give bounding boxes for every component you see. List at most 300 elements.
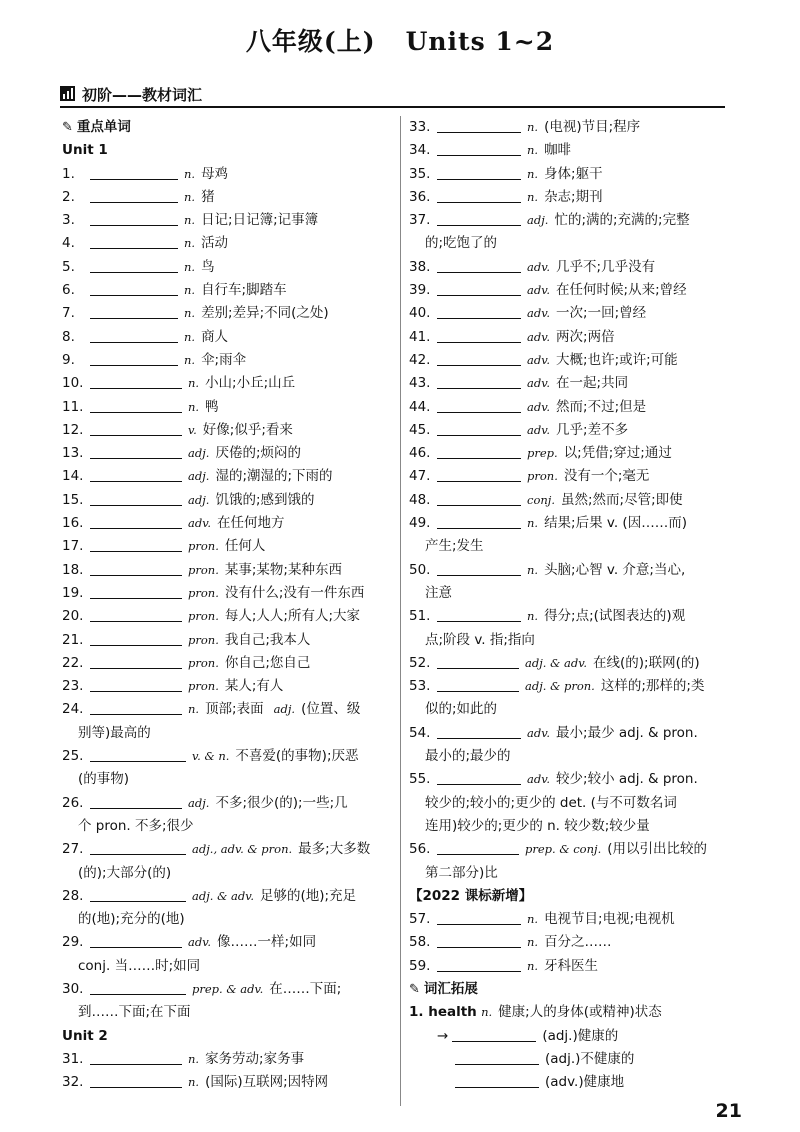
definition: 湿的;潮湿的;下雨的 bbox=[215, 468, 333, 485]
part-of-speech: adv. bbox=[527, 352, 551, 367]
part-of-speech: conj. bbox=[527, 492, 555, 507]
answer-blank[interactable] bbox=[437, 258, 521, 273]
item-number: 32. bbox=[62, 1074, 84, 1091]
item-number: 41. bbox=[409, 328, 431, 345]
vocab-item bbox=[62, 349, 392, 372]
definition: 较少;较小 adj. & pron. bbox=[556, 771, 698, 788]
part-of-speech: adj. bbox=[188, 492, 210, 507]
answer-blank[interactable] bbox=[437, 910, 521, 925]
item-number: 40. bbox=[409, 305, 431, 322]
vocab-item bbox=[409, 465, 729, 488]
vocab-item bbox=[409, 139, 729, 162]
answer-blank[interactable] bbox=[90, 351, 178, 366]
answer-blank[interactable] bbox=[90, 840, 186, 855]
answer-blank[interactable] bbox=[90, 444, 182, 459]
vocab-item bbox=[62, 698, 392, 721]
vocab-item bbox=[409, 652, 729, 675]
vocab-item bbox=[409, 931, 729, 954]
definition: 在任何时候;从来;曾经 bbox=[556, 282, 687, 299]
answer-blank[interactable] bbox=[455, 1073, 539, 1088]
vocab-item bbox=[62, 582, 392, 605]
answer-blank[interactable] bbox=[437, 654, 519, 669]
item-number: 59. bbox=[409, 957, 431, 974]
vocab-item bbox=[62, 209, 392, 232]
item-number: 36. bbox=[409, 188, 431, 205]
item-number: 57. bbox=[409, 911, 431, 928]
definition: 结果;后果 v. (因……而) bbox=[544, 515, 687, 532]
item-number: 9. bbox=[62, 351, 75, 368]
vocab-item bbox=[409, 349, 729, 372]
vocab-item bbox=[62, 1048, 392, 1071]
part-of-speech: pron. bbox=[188, 539, 219, 554]
item-number: 1. bbox=[62, 165, 75, 182]
definition: 伞;雨伞 bbox=[201, 351, 247, 368]
item-number: 16. bbox=[62, 515, 84, 532]
part-of-speech: n. bbox=[184, 352, 196, 367]
answer-blank[interactable] bbox=[437, 770, 521, 785]
answer-blank[interactable] bbox=[437, 281, 521, 296]
item-number: 19. bbox=[62, 584, 84, 601]
item-number: 18. bbox=[62, 561, 84, 578]
definition: 差别;差异;不同(之处) bbox=[201, 305, 329, 322]
definition: 家务劳动;家务事 bbox=[205, 1050, 305, 1067]
vocab-item bbox=[62, 559, 392, 582]
item-number: 24. bbox=[62, 701, 84, 718]
definition: 杂志;期刊 bbox=[544, 188, 603, 205]
answer-blank[interactable] bbox=[90, 328, 178, 343]
item-number: 50. bbox=[409, 561, 431, 578]
part-of-speech: n. bbox=[184, 166, 196, 181]
unit-1-heading: Unit 1 bbox=[62, 142, 108, 159]
part-of-speech: n. bbox=[527, 189, 539, 204]
vocab-item bbox=[409, 116, 729, 139]
answer-blank[interactable] bbox=[90, 491, 182, 506]
answer-blank[interactable] bbox=[437, 374, 521, 389]
vocab-item bbox=[62, 1071, 392, 1094]
item-number: 42. bbox=[409, 351, 431, 368]
definition-continued: conj. 当……时;如同 bbox=[78, 957, 201, 974]
subheading-expansion: ✎ 词汇拓展 bbox=[409, 978, 729, 1001]
expansion-item: (adj.)不健康的 bbox=[409, 1048, 729, 1071]
item-number: 8. bbox=[62, 328, 75, 345]
answer-blank[interactable] bbox=[437, 491, 521, 506]
part-of-speech: n. bbox=[527, 609, 539, 624]
item-number: 30. bbox=[62, 980, 84, 997]
answer-blank[interactable] bbox=[90, 537, 182, 552]
column-divider bbox=[400, 116, 401, 1106]
part-of-speech: n. bbox=[527, 516, 539, 531]
part-of-speech: adv. bbox=[527, 422, 551, 437]
part-of-speech: adj. bbox=[273, 702, 296, 717]
definition: (国际)互联网;因特网 bbox=[205, 1074, 329, 1091]
part-of-speech: adj. bbox=[527, 213, 549, 228]
part-of-speech: adj. bbox=[188, 795, 210, 810]
definition: 没有一个;毫无 bbox=[563, 468, 650, 485]
vocab-item bbox=[409, 372, 729, 395]
answer-blank[interactable] bbox=[437, 561, 521, 576]
answer-blank[interactable] bbox=[437, 607, 521, 622]
part-of-speech: pron. bbox=[188, 585, 219, 600]
definition-continued: 注意 bbox=[425, 584, 452, 601]
definition: 活动 bbox=[201, 235, 229, 252]
section-header bbox=[60, 84, 725, 108]
vocab-item bbox=[62, 931, 392, 954]
item-number: 52. bbox=[409, 654, 431, 671]
definition: 任何人 bbox=[224, 538, 266, 555]
definition: 母鸡 bbox=[201, 165, 229, 182]
vocab-item bbox=[409, 302, 729, 325]
answer-blank[interactable] bbox=[90, 677, 182, 692]
vocab-item bbox=[62, 978, 392, 1001]
part-of-speech: adj. bbox=[188, 469, 210, 484]
part-of-speech: n. bbox=[184, 283, 196, 298]
item-number: 21. bbox=[62, 631, 84, 648]
part-of-speech: adv. bbox=[527, 306, 551, 321]
item-number: 49. bbox=[409, 515, 431, 532]
definition: 最小;最少 adj. & pron. bbox=[556, 724, 698, 741]
part-of-speech: pron. bbox=[188, 562, 219, 577]
vocab-item bbox=[62, 256, 392, 279]
item-number: 35. bbox=[409, 165, 431, 182]
definition: (用以引出比较的 bbox=[607, 841, 708, 858]
item-number: 39. bbox=[409, 282, 431, 299]
vocab-item bbox=[409, 419, 729, 442]
item-number: 3. bbox=[62, 212, 75, 229]
vocab-item bbox=[409, 605, 729, 628]
definition-continued: 的;吃饱了的 bbox=[425, 235, 498, 252]
definition: 不多;很少(的);一些;几 bbox=[215, 794, 348, 811]
answer-blank[interactable] bbox=[90, 258, 178, 273]
part-of-speech: adv. bbox=[527, 772, 551, 787]
definition-continued: 别等)最高的 bbox=[78, 724, 151, 741]
vocab-item bbox=[62, 629, 392, 652]
answer-blank[interactable] bbox=[437, 467, 521, 482]
answer-blank[interactable] bbox=[437, 118, 521, 133]
part-of-speech: v. & n. bbox=[192, 749, 230, 764]
definition-continued: (的事物) bbox=[78, 771, 130, 788]
answer-blank[interactable] bbox=[437, 514, 521, 529]
vocab-item bbox=[62, 885, 392, 908]
item-number: 7. bbox=[62, 305, 75, 322]
part-of-speech: adv. bbox=[527, 376, 551, 391]
definition: (电视)节目;程序 bbox=[544, 119, 641, 135]
answer-blank[interactable] bbox=[90, 281, 178, 296]
expansion-item: → (adj.)健康的 bbox=[437, 1027, 619, 1044]
vocab-item bbox=[62, 838, 392, 861]
vocab-item bbox=[409, 163, 729, 186]
vocab-item bbox=[62, 745, 392, 768]
part-of-speech: n. bbox=[527, 562, 539, 577]
vocab-item bbox=[62, 512, 392, 535]
pencil-icon: ✎ bbox=[409, 981, 420, 997]
part-of-speech: v. bbox=[188, 422, 197, 437]
answer-blank[interactable] bbox=[437, 165, 521, 180]
answer-blank[interactable] bbox=[90, 794, 182, 809]
item-number: 54. bbox=[409, 724, 431, 741]
definition: 我自己;我本人 bbox=[224, 631, 311, 648]
part-of-speech: n. bbox=[188, 399, 200, 414]
answer-blank[interactable] bbox=[90, 374, 182, 389]
part-of-speech: adv. bbox=[188, 935, 212, 950]
definition: 足够的(地);充足 bbox=[260, 887, 357, 904]
part-of-speech: n. bbox=[527, 958, 539, 973]
part-of-speech: adj., adv. & pron. bbox=[192, 842, 293, 857]
answer-blank[interactable] bbox=[90, 234, 178, 249]
definition-continued: 产生;发生 bbox=[425, 538, 484, 555]
item-number: 15. bbox=[62, 491, 84, 508]
definition-continued: 似的;如此的 bbox=[425, 701, 498, 718]
item-number: 28. bbox=[62, 887, 84, 904]
vocab-item bbox=[62, 419, 392, 442]
definition: 顶部;表面 bbox=[205, 701, 264, 718]
vocab-item bbox=[409, 209, 729, 232]
answer-blank[interactable] bbox=[90, 700, 182, 715]
answer-blank[interactable] bbox=[437, 328, 521, 343]
definition: 身体;躯干 bbox=[544, 165, 603, 182]
item-number: 5. bbox=[62, 258, 75, 275]
answer-blank[interactable] bbox=[90, 514, 182, 529]
part-of-speech: n. bbox=[188, 1075, 200, 1090]
part-of-speech: adj. bbox=[188, 446, 210, 461]
part-of-speech: pron. bbox=[527, 469, 558, 484]
part-of-speech: pron. bbox=[188, 655, 219, 670]
item-number: 14. bbox=[62, 468, 84, 485]
item-number: 25. bbox=[62, 748, 84, 765]
vocab-item bbox=[409, 512, 729, 535]
item-number: 48. bbox=[409, 491, 431, 508]
definition: 某事;某物;某种东西 bbox=[224, 561, 342, 578]
answer-blank[interactable] bbox=[437, 444, 521, 459]
definition: 日记;日记簿;记事簿 bbox=[201, 212, 319, 229]
definition: 厌倦的;烦闷的 bbox=[215, 445, 302, 462]
part-of-speech: pron. bbox=[188, 609, 219, 624]
item-number: 34. bbox=[409, 142, 431, 159]
part-of-speech: n. bbox=[184, 213, 196, 228]
vocab-item bbox=[62, 605, 392, 628]
answer-blank[interactable] bbox=[90, 654, 182, 669]
expansion-headword: 1. health n. 健康;人的身体(或精神)状态 bbox=[409, 1004, 662, 1021]
vocab-item bbox=[62, 279, 392, 302]
part-of-speech: n. bbox=[184, 306, 196, 321]
answer-blank[interactable] bbox=[90, 211, 178, 226]
answer-blank[interactable] bbox=[90, 165, 178, 180]
definition-continued: 的(地);充分的(地) bbox=[78, 911, 185, 928]
part-of-speech: n. bbox=[527, 166, 539, 181]
vocab-item bbox=[409, 279, 729, 302]
vocab-item bbox=[62, 372, 392, 395]
definition: 鸟 bbox=[201, 258, 215, 275]
answer-blank[interactable] bbox=[90, 467, 182, 482]
answer-blank[interactable] bbox=[90, 304, 178, 319]
definition: 几乎;差不多 bbox=[556, 421, 629, 438]
definition: 在一起;共同 bbox=[556, 375, 629, 392]
definition: 好像;似乎;看来 bbox=[202, 421, 293, 438]
answer-blank[interactable] bbox=[90, 631, 182, 646]
definition: 一次;一回;曾经 bbox=[556, 305, 647, 322]
answer-blank[interactable] bbox=[437, 141, 521, 156]
answer-blank[interactable] bbox=[90, 421, 182, 436]
definition: 牙科医生 bbox=[544, 957, 599, 974]
definition-continued: 较少的;较小的;更少的 det. (与不可数名词 bbox=[425, 794, 677, 811]
answer-blank[interactable] bbox=[437, 933, 521, 948]
item-number: 58. bbox=[409, 934, 431, 951]
answer-blank[interactable] bbox=[90, 1073, 182, 1088]
part-of-speech: adv. bbox=[527, 725, 551, 740]
part-of-speech: pron. bbox=[188, 632, 219, 647]
answer-blank[interactable] bbox=[437, 677, 519, 692]
definition: 头脑;心智 v. 介意;当心, bbox=[544, 561, 686, 578]
answer-blank[interactable] bbox=[90, 747, 186, 762]
answer-blank[interactable] bbox=[90, 398, 182, 413]
vocab-item bbox=[409, 186, 729, 209]
vocab-item bbox=[62, 163, 392, 186]
part-of-speech: prep. & adv. bbox=[192, 981, 264, 996]
definition: (位置、级 bbox=[301, 701, 361, 718]
vocab-item bbox=[62, 489, 392, 512]
answer-blank[interactable] bbox=[90, 933, 182, 948]
answer-blank[interactable] bbox=[437, 351, 521, 366]
answer-blank[interactable] bbox=[437, 304, 521, 319]
part-of-speech: n. bbox=[184, 189, 196, 204]
vocab-item bbox=[409, 722, 729, 745]
item-number: 26. bbox=[62, 794, 84, 811]
answer-blank[interactable] bbox=[437, 398, 521, 413]
bar-chart-icon bbox=[60, 86, 75, 101]
item-number: 10. bbox=[62, 375, 84, 392]
vocab-item bbox=[409, 256, 729, 279]
vocab-item bbox=[409, 908, 729, 931]
definition: 忙的;满的;充满的;完整 bbox=[554, 212, 690, 229]
answer-blank[interactable] bbox=[90, 584, 182, 599]
definition: 最多;大多数 bbox=[298, 841, 371, 858]
answer-blank[interactable] bbox=[437, 724, 521, 739]
definition: 每人;人人;所有人;大家 bbox=[224, 608, 361, 625]
vocab-item bbox=[62, 326, 392, 349]
item-number: 45. bbox=[409, 421, 431, 438]
item-number: 20. bbox=[62, 608, 84, 625]
definition-continued: 到……下面;在下面 bbox=[78, 1004, 191, 1021]
definition: 你自己;您自己 bbox=[224, 654, 311, 671]
definition: 小山;小丘;山丘 bbox=[205, 375, 296, 392]
item-number: 33. bbox=[409, 119, 431, 135]
answer-blank[interactable] bbox=[452, 1027, 536, 1042]
answer-blank[interactable] bbox=[437, 957, 521, 972]
answer-blank[interactable] bbox=[90, 1050, 182, 1065]
item-number: 38. bbox=[409, 258, 431, 275]
definition: 不喜爱(的事物);厌恶 bbox=[235, 748, 359, 765]
part-of-speech: adj. & adv. bbox=[192, 888, 254, 903]
definition: 得分;点;(试图表达的)观 bbox=[544, 608, 686, 625]
answer-blank[interactable] bbox=[90, 188, 178, 203]
answer-blank[interactable] bbox=[437, 188, 521, 203]
part-of-speech: n. bbox=[188, 702, 200, 717]
item-number: 6. bbox=[62, 282, 75, 299]
part-of-speech: prep. bbox=[527, 446, 558, 461]
page-title: 八年级(上) Units 1~2 bbox=[245, 27, 555, 56]
answer-blank[interactable] bbox=[90, 980, 186, 995]
definition: 在……下面; bbox=[269, 980, 342, 997]
definition: 然而;不过;但是 bbox=[556, 398, 647, 415]
left-column bbox=[62, 116, 392, 1094]
definition: 百分之…… bbox=[544, 934, 612, 951]
part-of-speech: adv. bbox=[527, 329, 551, 344]
answer-blank[interactable] bbox=[90, 887, 186, 902]
part-of-speech: adv. bbox=[527, 259, 551, 274]
item-number: 43. bbox=[409, 375, 431, 392]
item-number: 2. bbox=[62, 188, 75, 205]
right-column bbox=[409, 116, 729, 1094]
vocab-item bbox=[62, 465, 392, 488]
item-number: 11. bbox=[62, 398, 84, 415]
definition: 鸭 bbox=[205, 398, 219, 415]
definition-continued: 点;阶段 v. 指;指向 bbox=[425, 631, 535, 648]
item-number: 37. bbox=[409, 212, 431, 229]
definition: 两次;两倍 bbox=[556, 328, 615, 345]
definition: 商人 bbox=[201, 328, 229, 345]
answer-blank[interactable] bbox=[455, 1050, 539, 1065]
part-of-speech: n. bbox=[527, 935, 539, 950]
vocab-item bbox=[409, 559, 729, 582]
answer-blank[interactable] bbox=[437, 840, 519, 855]
vocab-item bbox=[62, 442, 392, 465]
definition: 几乎不;几乎没有 bbox=[556, 258, 656, 275]
part-of-speech: adv. bbox=[188, 516, 212, 531]
item-number: 27. bbox=[62, 841, 84, 858]
vocab-item bbox=[62, 792, 392, 815]
definition: 没有什么;没有一件东西 bbox=[224, 584, 365, 601]
vocab-item bbox=[62, 675, 392, 698]
definition: 这样的;那样的;类 bbox=[600, 678, 705, 695]
definition: 以;凭借;穿过;通过 bbox=[563, 445, 672, 462]
part-of-speech: n. bbox=[184, 259, 196, 274]
answer-blank[interactable] bbox=[437, 211, 521, 226]
definition-continued: 第二部分)比 bbox=[425, 864, 498, 881]
part-of-speech: prep. & conj. bbox=[525, 842, 602, 857]
vocab-item bbox=[409, 768, 729, 791]
definition-continued: (的);大部分(的) bbox=[78, 864, 172, 881]
new-words-heading: 【2022 课标新增】 bbox=[409, 887, 533, 904]
answer-blank[interactable] bbox=[90, 607, 182, 622]
page-number: 21 bbox=[715, 1100, 742, 1122]
part-of-speech: n. bbox=[184, 329, 196, 344]
answer-blank[interactable] bbox=[437, 421, 521, 436]
vocab-item bbox=[62, 232, 392, 255]
item-number: 13. bbox=[62, 445, 84, 462]
answer-blank[interactable] bbox=[90, 561, 182, 576]
subheading-key-words: ✎ 重点单词 bbox=[62, 116, 392, 139]
item-number: 55. bbox=[409, 771, 431, 788]
vocab-item bbox=[409, 489, 729, 512]
part-of-speech: n. bbox=[527, 120, 539, 134]
item-number: 46. bbox=[409, 445, 431, 462]
definition: 咖啡 bbox=[544, 142, 572, 159]
part-of-speech: adj. & adv. bbox=[525, 655, 587, 670]
definition: 虽然;然而;尽管;即使 bbox=[561, 491, 683, 508]
definition-continued: 连用)较少的;更少的 n. 较少数;较少量 bbox=[425, 817, 650, 834]
item-number: 53. bbox=[409, 678, 431, 695]
vocab-item bbox=[409, 955, 729, 978]
vocab-item bbox=[409, 396, 729, 419]
item-number: 12. bbox=[62, 421, 84, 438]
item-number: 47. bbox=[409, 468, 431, 485]
definition-continued: 最小的;最少的 bbox=[425, 748, 511, 765]
item-number: 22. bbox=[62, 654, 84, 671]
part-of-speech: n. bbox=[188, 376, 200, 391]
item-number: 51. bbox=[409, 608, 431, 625]
item-number: 31. bbox=[62, 1050, 84, 1067]
definition: 大概;也许;或许;可能 bbox=[556, 351, 678, 368]
item-number: 44. bbox=[409, 398, 431, 415]
